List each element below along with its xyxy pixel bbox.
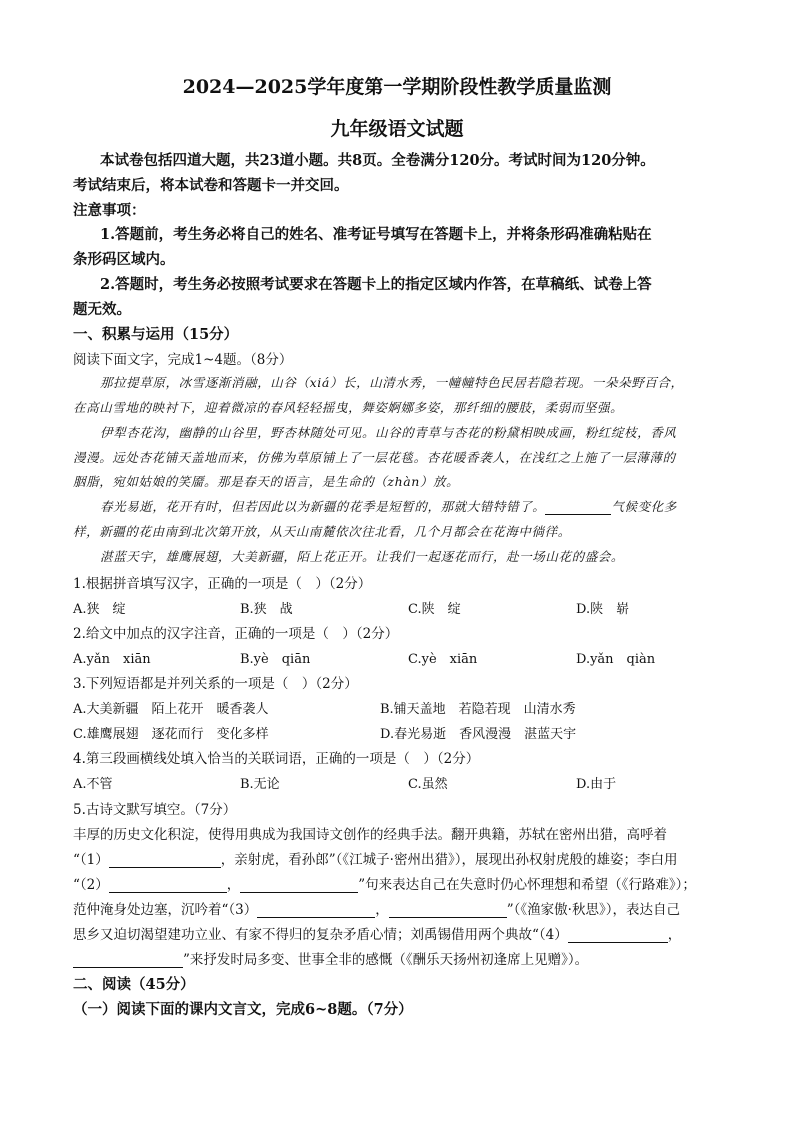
q5-line-4 — [73, 898, 680, 918]
q5-answer-blank-2a[interactable] — [109, 878, 227, 893]
q5-line-2 — [73, 848, 677, 868]
passage-p2b: 漫漫。远处杏花铺天盖地而来，仿佛为草原铺上了一层花毯。杏花暖香袭人，在浅红之上施了一层薄薄的 — [73, 450, 676, 465]
passage-p3b: 样，新疆的花由南到北次第开放，从天山南麓依次往北看，几个月都会在花海中徜徉。 — [73, 524, 571, 539]
q5-blank-1-label: “（1） — [73, 852, 109, 868]
q5-comma: ， — [375, 902, 389, 918]
q2-option-c: C.yè xiān — [408, 652, 478, 667]
section-2-heading: 二、阅读（45分） — [73, 976, 195, 993]
q1-option-a: A.狭 绽 — [73, 602, 126, 617]
q5-line-3 — [73, 873, 696, 893]
q5-line-1: 丰厚的历史文化积淀，使得用典成为我国诗文创作的经典手法。翻开典籍，苏轼在密州出猎，高呼着 — [73, 827, 667, 843]
question-3-stem: 3.下列短语都是并列关系的一项是（ ）（2分） — [73, 676, 358, 692]
q5-answer-blank-1[interactable] — [109, 853, 221, 868]
passage-p3a-pre: 春光易逝，花开有时，但若因此以为新疆的花季是短暂的，那就大错特错了。 — [100, 499, 546, 514]
q4-option-c: C.虽然 — [408, 777, 448, 792]
q3-option-d: D.春光易逝 香风漫漫 湛蓝天宇 — [380, 727, 577, 742]
q5-answer-blank-4b[interactable] — [73, 953, 183, 968]
blank-underline — [545, 500, 611, 515]
passage-p4: 湛蓝天宇，雄鹰展翅，大美新疆，陌上花正开。让我们一起逐花而行，赴一场山花的盛会。 — [100, 549, 625, 564]
q5-line-5-text: 思乡又迫切渴望建功立业、有家不得归的复杂矛盾心情；刘禹锡借用两个典故“（4） — [73, 927, 568, 943]
q1-option-b: B.狭 战 — [240, 602, 293, 617]
notice-1a: 1.答题前，考生务必将自己的姓名、准考证号填写在答题卡上，并将条形码准确粘贴在 — [100, 226, 652, 243]
question-1-stem: 1.根据拼音填写汉字，正确的一项是（ ）（2分） — [73, 576, 372, 592]
q3-option-b: B.铺天盖地 若隐若现 山清水秀 — [380, 702, 576, 717]
exam-title: 2024—2025学年度第一学期阶段性教学质量监测 — [182, 76, 612, 98]
exam-subtitle: 九年级语文试题 — [330, 118, 464, 140]
intro-line-2: 考试结束后，将本试卷和答题卡一并交回。 — [73, 177, 349, 194]
q5-blank-2-label: “（2） — [73, 877, 109, 893]
section-2-sub-1: （一）阅读下面的课内文言文，完成6~8题。（7分） — [73, 1001, 413, 1018]
q5-comma: ， — [226, 877, 241, 893]
q2-option-b: B.yè qiān — [240, 652, 311, 667]
question-5-stem: 5.古诗文默写填空。（7分） — [73, 802, 237, 818]
passage-p2c: 胭脂，宛如姑娘的笑靥。那是春天的语言，是生命的（zhàn）放。 — [73, 474, 460, 489]
passage-p3a — [100, 497, 677, 515]
notice-1b: 条形码区域内。 — [73, 251, 175, 268]
q5-comma: ， — [667, 927, 682, 943]
q5-line-6-text: ”来抒发时局多变、世事全非的感慨（《酬乐天扬州初逢席上见赠》）。 — [183, 952, 589, 968]
q5-line-6 — [73, 948, 588, 968]
q4-option-d: D.由于 — [576, 777, 617, 792]
notice-2a: 2.答题时，考生务必按照考试要求在答题卡上的指定区域内作答，在草稿纸、试卷上答 — [100, 276, 652, 293]
intro-line-1: 本试卷包括四道大题，共23道小题。共8页。全卷满分120分。考试时间为120分钟。 — [100, 152, 655, 169]
q5-line-3-text: ”句来表达自己在失意时仍心怀理想和希望（《行路难》）； — [358, 877, 696, 893]
q5-line-4-text: 范仲淹身处边塞，沉吟着“（3） — [73, 902, 258, 918]
q5-line-4-tail: ”（《渔家傲·秋思》），表达自己 — [506, 902, 680, 918]
passage-p3a-post: 气候变化多 — [611, 499, 677, 514]
notice-2b: 题无效。 — [73, 301, 131, 318]
q1-option-d: D.陕 崭 — [576, 602, 630, 617]
q5-line-2-text: ，亲射虎，看孙郎”（《江城子·密州出猎》），展现出孙权射虎般的雄姿；李白用 — [220, 852, 678, 868]
q3-option-a: A.大美新疆 陌上花开 暖香袭人 — [73, 702, 269, 717]
question-2-stem: 2.给文中加点的汉字注音，正确的一项是（ ）（2分） — [73, 626, 399, 642]
q1-option-c: C.陕 绽 — [408, 602, 461, 617]
q4-option-b: B.无论 — [240, 777, 280, 792]
q5-line-5 — [73, 923, 681, 943]
q5-answer-blank-3a[interactable] — [257, 903, 375, 918]
q5-answer-blank-3b[interactable] — [389, 903, 507, 918]
section-1-instruction: 阅读下面文字，完成1~4题。（8分） — [73, 352, 293, 368]
q3-option-c: C.雄鹰展翅 逐花而行 变化多样 — [73, 727, 269, 742]
passage-p1a: 那拉提草原，冰雪逐渐消融，山谷（xiá）长，山清水秀，一幢幢特色民居若隐若现。一朵朵野百合， — [100, 375, 684, 390]
q5-answer-blank-4a[interactable] — [568, 928, 668, 943]
notice-label: 注意事项： — [73, 202, 146, 219]
passage-p2a: 伊犁杏花沟，幽静的山谷里，野杏林随处可见。山谷的青草与杏花的粉黛相映成画，粉红绽枝，香风 — [100, 425, 677, 440]
passage-p1b: 在高山雪地的映衬下，迎着微凉的春风轻轻摇曳，舞姿婀娜多姿，那纤细的腰肢，柔弱而坚强。 — [73, 400, 624, 415]
question-4-stem: 4.第三段画横线处填入恰当的关联词语，正确的一项是（ ）（2分） — [73, 751, 480, 767]
q5-answer-blank-2b[interactable] — [240, 878, 358, 893]
section-1-heading: 一、积累与运用（15分） — [73, 326, 239, 343]
q2-option-a: A.yǎn xiān — [73, 652, 151, 667]
q4-option-a: A.不管 — [73, 777, 113, 792]
q2-option-d: D.yǎn qiàn — [576, 652, 656, 667]
